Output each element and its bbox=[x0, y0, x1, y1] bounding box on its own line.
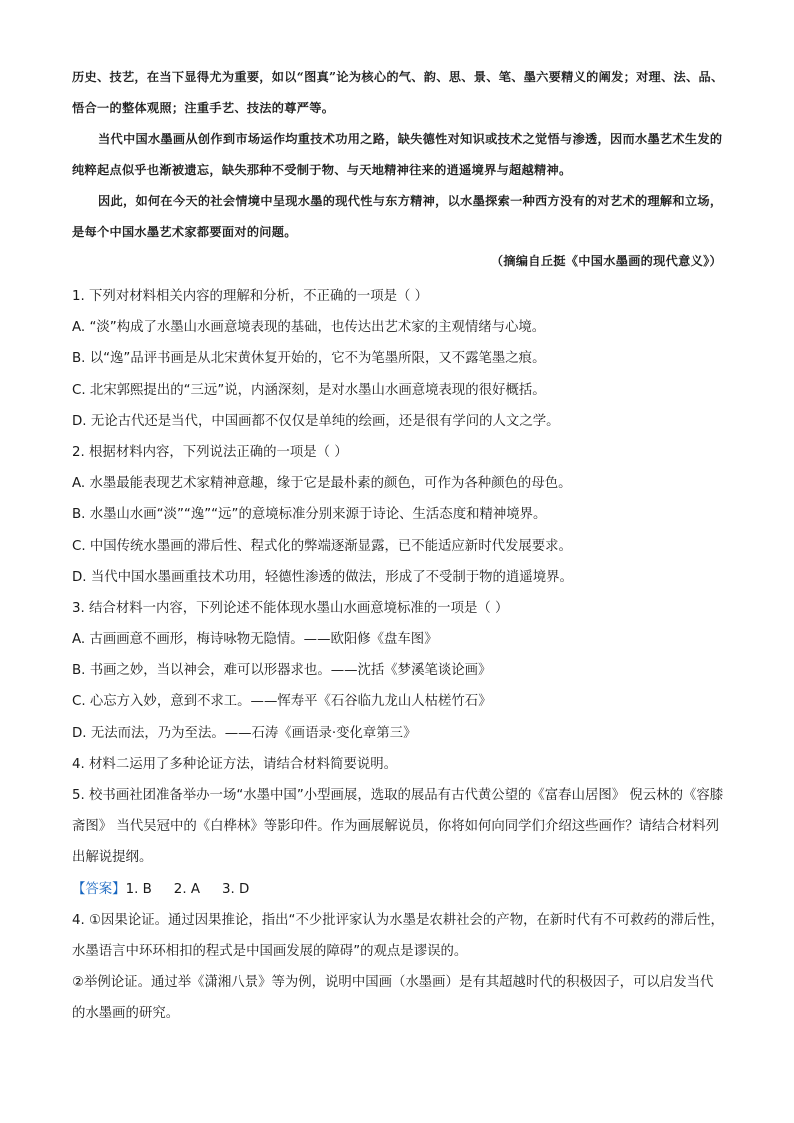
passage-paragraph-1: 历史、技艺，在当下显得尤为重要，如以“图真”论为核心的气、韵、思、景、笔、墨六要精义的阐发；对理、法、品、悟合一的整体观照；注重手艺、技法的尊严等。 bbox=[72, 70, 724, 115]
question-1-option-b: B. 以“逸”品评书画是从北宋黄休复开始的，它不为笔墨所限，又不露笔墨之痕。 bbox=[72, 351, 546, 367]
answer-4-part-1: 4. ①因果论证。通过因果推论，指出“不少批评家认为水墨是农耕社会的产物，在新时代有不可救药的滞后性，水墨语言中环环相扣的程式是中国画发展的障碍”的观点是谬误的。 bbox=[72, 912, 724, 959]
question-4-stem: 4. 材料二运用了多种论证方法，请结合材料简要说明。 bbox=[72, 756, 398, 772]
question-3-option-d: D. 无法而法，乃为至法。——石涛《画语录·变化章第三》 bbox=[72, 725, 417, 741]
question-5-stem: 5. 校书画社团准备举办一场“水墨中国”小型画展，选取的展品有古代黄公望的《富春山居图》 倪云林的《容膝斋图》 当代吴冠中的《白桦林》等影印件。作为画展解说员，你将如何向同学们介绍这些画作？请结合材料列出解说提纲。 bbox=[72, 788, 724, 866]
question-1-option-a: A. “淡”构成了水墨山水画意境表现的基础，也传达出艺术家的主观情绪与心境。 bbox=[72, 320, 546, 336]
question-3-option-a: A. 古画画意不画形，梅诗咏物无隐情。——欧阳修《盘车图》 bbox=[72, 632, 438, 648]
question-2-option-d: D. 当代中国水墨画重技术功用，轻德性渗透的做法，形成了不受制于物的逍遥境界。 bbox=[72, 569, 573, 585]
question-3-stem: 3. 结合材料一内容，下列论述不能体现水墨山水画意境标准的一项是（ ） bbox=[72, 600, 509, 616]
answer-1: 1. B bbox=[125, 881, 152, 897]
answer-4-part-2: ②举例论证。通过举《潇湘八景》等为例，说明中国画（水墨画）是有其超越时代的积极因子，可以启发当代的水墨画的研究。 bbox=[72, 975, 714, 1022]
passage-source: （摘编自丘挺《中国水墨画的现代意义》） bbox=[490, 254, 722, 268]
answer-key bbox=[72, 874, 724, 905]
passage bbox=[72, 62, 724, 248]
answer-2: 2. A bbox=[173, 881, 200, 897]
question-2-option-b: B. 水墨山水画“淡”“逸”“远”的意境标准分别来源于诗论、生活态度和精神境界。 bbox=[72, 507, 547, 523]
question-1-option-c: C. 北宋郭熙提出的“三远”说，内涵深刻，是对水墨山水画意境表现的很好概括。 bbox=[72, 382, 546, 398]
question-2-stem: 2. 根据材料内容，下列说法正确的一项是（ ） bbox=[72, 444, 348, 460]
question-1-stem: 1. 下列对材料相关内容的理解和分析，不正确的一项是（ ） bbox=[72, 289, 429, 304]
passage-paragraph-2: 当代中国水墨画从创作到市场运作均重技术功用之路，缺失德性对知识或技术之觉悟与渗透，因而水墨艺术生发的纯粹起点似乎也渐被遗忘，缺失那种不受制于物、与天地精神往来的逍遥境界与超越精神。 bbox=[72, 132, 723, 177]
answer-3: 3. D bbox=[222, 881, 250, 897]
question-2-option-a: A. 水墨最能表现艺术家精神意趣，缘于它是最朴素的颜色，可作为各种颜色的母色。 bbox=[72, 476, 572, 492]
passage-paragraph-3: 因此，如何在今天的社会情境中呈现水墨的现代性与东方精神，以水墨探索一种西方没有的对艺术的理解和立场，是每个中国水墨艺术家都要面对的问题。 bbox=[72, 194, 723, 239]
question-1-option-d: D. 无论古代还是当代，中国画都不仅仅是单纯的绘画，还是很有学问的人文之学。 bbox=[72, 413, 560, 429]
question-3-option-c: C. 心忘方入妙，意到不求工。——恽寿平《石谷临九龙山人枯槎竹石》 bbox=[72, 694, 492, 710]
question-section bbox=[72, 281, 724, 1030]
question-3-option-b: B. 书画之妙，当以神会，难可以形器求也。——沈括《梦溪笔谈论画》 bbox=[72, 663, 492, 679]
question-2-option-c: C. 中国传统水墨画的滞后性、程式化的弊端逐渐显露，已不能适应新时代发展要求。 bbox=[72, 538, 572, 554]
answer-tag: 【答案】 bbox=[72, 881, 126, 897]
